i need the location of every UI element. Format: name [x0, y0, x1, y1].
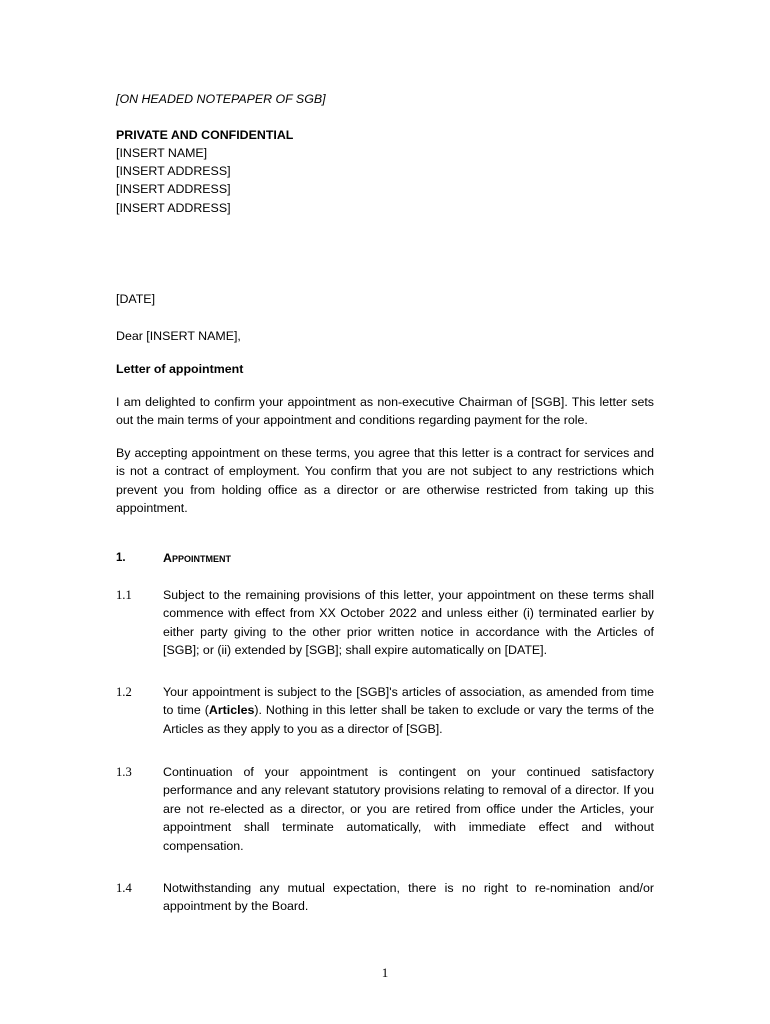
defined-term: Articles [208, 703, 255, 718]
letter-subject: Letter of appointment [116, 362, 244, 376]
clause-text: Subject to the remaining provisions of this letter, your appointment on these terms shall commence with effect from XX October 2022 and unless either (i) terminated earlier by either party giving to the other prior written notice in accordance with the Articles of [SGB]; or (ii) extended by [SGB]; shall expire automatically on [DATE]. [163, 588, 654, 658]
intro-paragraph: By accepting appointment on these terms, you agree that this letter is a contract for services and is not a contract of employment. You confirm that you are not subject to any restrictions which prevent you from holding office as a director or are otherwise restricted from taking up this appointment. [116, 446, 654, 516]
recipient-name: [INSERT NAME] [116, 146, 208, 160]
salutation: Dear [INSERT NAME], [116, 329, 241, 343]
section-number: 1. [116, 552, 126, 564]
recipient-address-line: [INSERT ADDRESS] [116, 201, 231, 215]
page-number: 1 [381, 965, 389, 980]
letter-date: [DATE] [116, 292, 156, 306]
recipient-address-line: [INSERT ADDRESS] [116, 164, 231, 178]
clause-number: 1.2 [116, 685, 132, 699]
confidential-label: PRIVATE AND CONFIDENTIAL [116, 128, 294, 142]
clause-number: 1.1 [116, 588, 132, 602]
clause-number: 1.4 [116, 881, 132, 895]
clause-number: 1.3 [116, 765, 132, 779]
clause-text: Notwithstanding any mutual expectation, there is no right to re-nomination and/or appointment by the Board. [163, 881, 654, 914]
clause-text: Continuation of your appointment is contingent on your continued satisfactory performance and any relevant statutory provisions relating to removal of a director. If you are not re-elected as a director, or you are retired from office under the Articles, your appointment shall terminate automatically, with immediate effect and without compensation. [163, 765, 654, 853]
clause-text-part: Your appointment is subject to the [SGB]'s articles of association, as amended from time to time ( [163, 685, 654, 718]
letterhead-note: [ON HEADED NOTEPAPER OF SGB] [116, 92, 326, 106]
recipient-address-line: [INSERT ADDRESS] [116, 182, 231, 196]
section-title: Appointment [163, 551, 231, 565]
clause-text [163, 683, 654, 738]
intro-paragraph: I am delighted to confirm your appointment as non-executive Chairman of [SGB]. This letter sets out the main terms of your appointment and conditions regarding payment for the role. [116, 395, 654, 428]
clause-text-part: ). Nothing in this letter shall be taken to exclude or vary the terms of the Articles as they apply to you as a director of [SGB]. [163, 703, 654, 736]
